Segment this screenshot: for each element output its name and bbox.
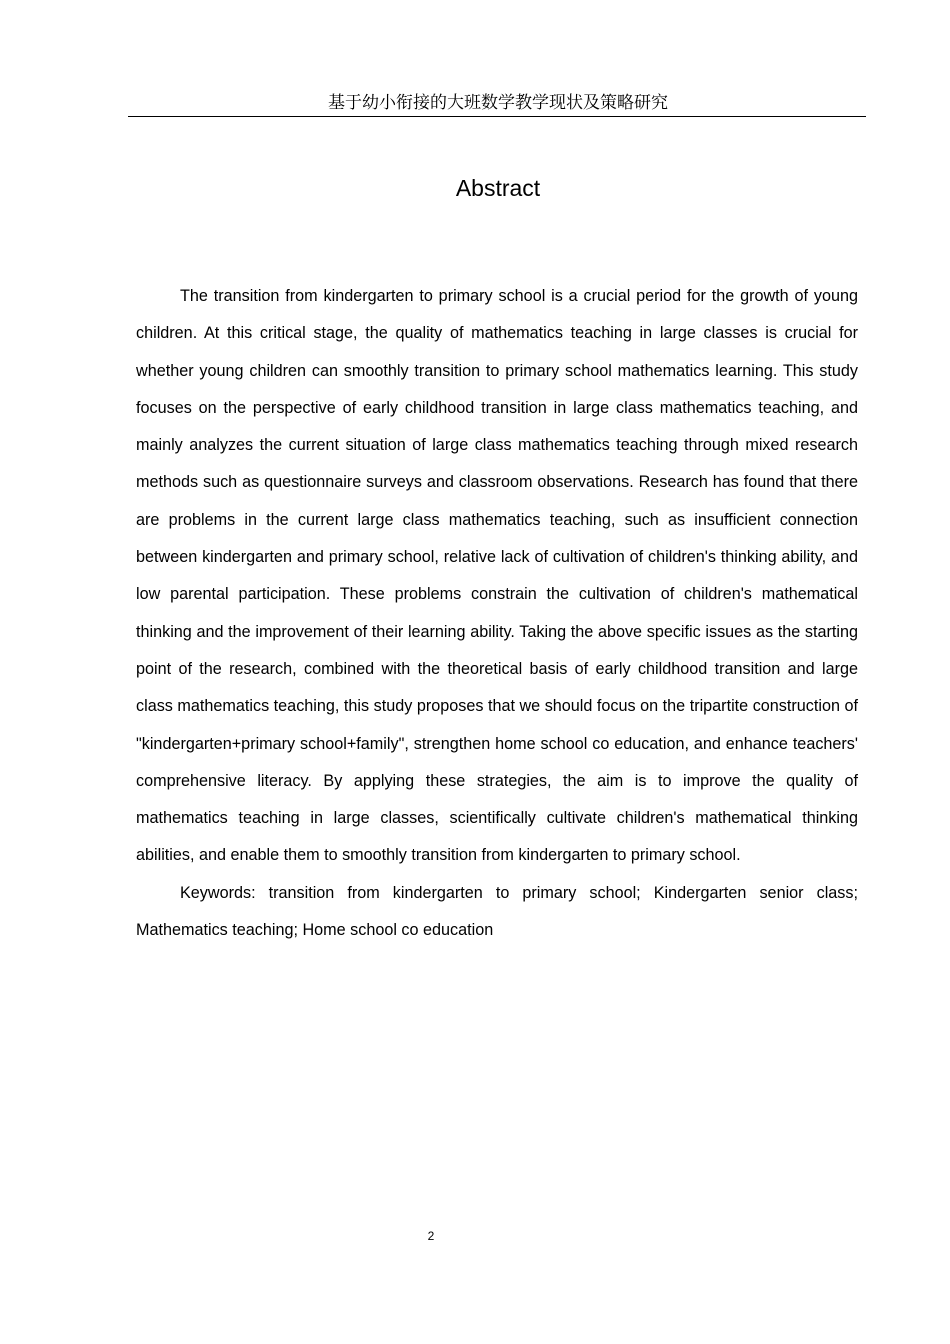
keywords-paragraph: Keywords: transition from kindergarten to primary school; Kindergarten senior class; Mathematics teaching; Home school co education [136, 883, 858, 940]
page-number: 2 [427, 1229, 435, 1243]
abstract-paragraph: The transition from kindergarten to primary school is a crucial period for the growth of young children. At this critical stage, the quality of mathematics teaching in large classes is crucial for whether young children can smoothly transition to primary school mathematics learning. This study focuses on the perspective of early childhood transition in large class mathematics teaching, and mainly analyzes the current situation of large class mathematics teaching through mixed research methods such as questionnaire surveys and classroom observations. Research has found that there are problems in the current large class mathematics teaching, such as insufficient connection between kindergarten and primary school, relative lack of cultivation of children's thinking ability, and low parental participation. These problems constrain the cultivation of children's mathematical thinking and the improvement of their learning ability. Taking the above specific issues as the starting point of the research, combined with the theoretical basis of early childhood transition and large class mathematics teaching, this study proposes that we should focus on the tripartite construction of "kindergarten+primary school+family", strengthen home school co education, and enhance teachers' comprehensive literacy. By applying these strategies, the aim is to improve the quality of mathematics teaching in large classes, scientifically cultivate children's mathematical thinking abilities, and enable them to smoothly transition from kindergarten to primary school. [136, 287, 858, 865]
abstract-heading: Abstract [455, 175, 541, 201]
page-header [128, 92, 866, 117]
abstract-body [136, 278, 858, 949]
header-title: 基于幼小衔接的大班数学教学现状及策略研究 [328, 93, 668, 113]
